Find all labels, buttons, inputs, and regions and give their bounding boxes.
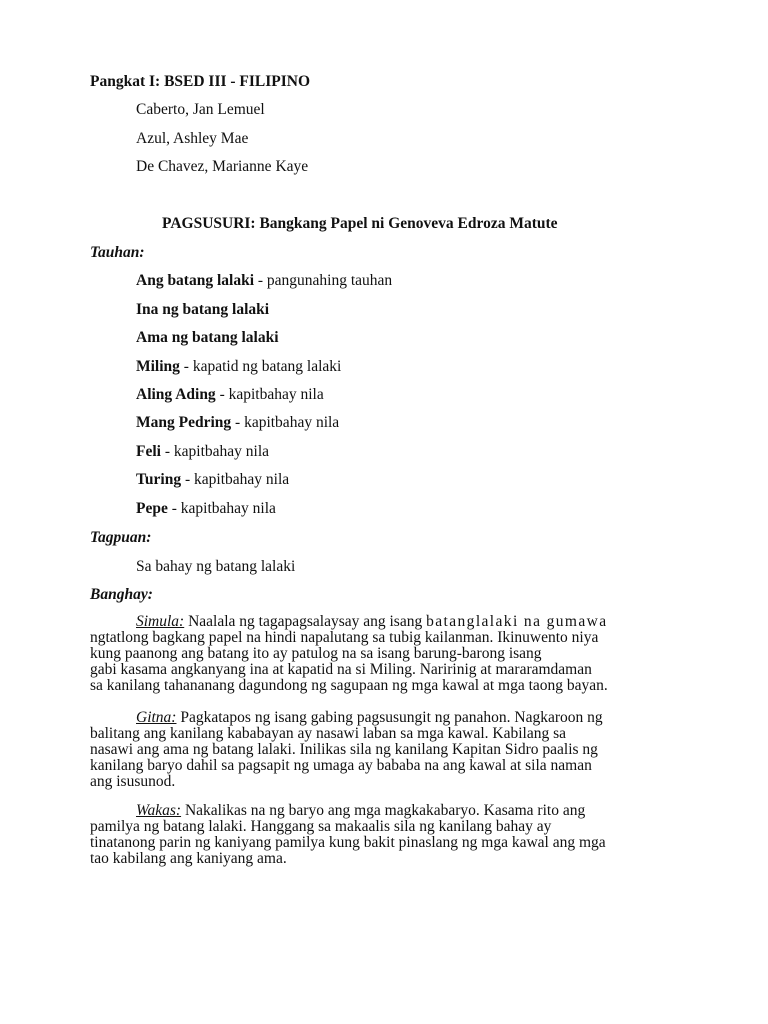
wakas-line: pamilya ng batang lalaki. Hanggang sa makaalis sila ng kanilang bahay ay bbox=[90, 818, 552, 835]
simula-line: sa kanilang tahananang dagundong ng sagupaan ng mga kawal at mga taong bayan. bbox=[90, 677, 608, 694]
tauhan-name: Turing bbox=[136, 471, 182, 488]
tauhan-name: Feli bbox=[136, 443, 161, 460]
tauhan-item bbox=[136, 329, 279, 347]
simula-line: kung paanong ang batang ito ay patulog na sa isang barung-barong isang bbox=[90, 645, 542, 662]
tauhan-desc: - kapitbahay nila bbox=[167, 500, 276, 517]
banghay-heading: Banghay: bbox=[90, 586, 153, 603]
document-title: PAGSUSURI: Bangkang Papel ni Genoveva Edroza Matute bbox=[162, 215, 558, 232]
simula-line: ngtatlong bagkang papel na hindi napalutang sa tubig kailanman. Ikinuwento niya bbox=[90, 629, 599, 646]
tauhan-name: Aling Ading bbox=[136, 386, 216, 403]
member-3: De Chavez, Marianne Kaye bbox=[136, 158, 309, 175]
member-1: Caberto, Jan Lemuel bbox=[136, 101, 265, 118]
tauhan-name: Pepe bbox=[136, 500, 168, 517]
wakas-line: tinatanong parin ng kaniyang pamilya kung bakit pinaslang ng mga kawal ang mga bbox=[90, 834, 606, 851]
gitna-line: balitang ang kanilang kababayan ay nasawi laban sa mga kawal. Kabilang sa bbox=[90, 725, 567, 742]
tauhan-item bbox=[136, 358, 341, 376]
simula-label: Simula: bbox=[136, 613, 185, 630]
tauhan-item bbox=[136, 500, 276, 518]
tauhan-item bbox=[136, 386, 324, 404]
tauhan-item bbox=[136, 443, 269, 461]
gitna-paragraph bbox=[90, 710, 710, 790]
tagpuan-text: Sa bahay ng batang lalaki bbox=[136, 558, 296, 575]
tauhan-desc: - kapitbahay nila bbox=[181, 471, 290, 488]
tauhan-item bbox=[136, 272, 392, 290]
tauhan-item bbox=[136, 471, 289, 489]
tauhan-name: Ang batang lalaki bbox=[136, 272, 255, 289]
gitna-line: kanilang baryo dahil sa pagsapit ng umaga ay bababa na ang kawal at sila naman bbox=[90, 757, 592, 774]
gitna-line: ang isusunod. bbox=[90, 773, 176, 790]
tauhan-item bbox=[136, 301, 269, 319]
member-2: Azul, Ashley Mae bbox=[136, 130, 249, 147]
tauhan-heading: Tauhan: bbox=[90, 244, 145, 261]
gitna-label: Gitna: bbox=[136, 709, 177, 726]
wakas-line: tao kabilang ang kaniyang ama. bbox=[90, 850, 287, 867]
simula-paragraph bbox=[90, 614, 710, 694]
tauhan-desc: - kapitbahay nila bbox=[215, 386, 324, 403]
tauhan-name: Mang Pedring bbox=[136, 414, 232, 431]
tauhan-name: Ama ng batang lalaki bbox=[136, 329, 279, 346]
tauhan-desc: - kapatid ng batang lalaki bbox=[179, 358, 342, 375]
gitna-first-text: Pagkatapos ng isang gabing pagsusungit ng panahon. Nagkaroon ng bbox=[176, 709, 603, 726]
wakas-first-text: Nakalikas na ng baryo ang mga magkakabaryo. Kasama rito ang bbox=[181, 802, 586, 819]
wakas-label: Wakas: bbox=[136, 802, 182, 819]
group-label: Pangkat I: BSED III - FILIPINO bbox=[90, 73, 311, 90]
tauhan-item bbox=[136, 414, 339, 432]
tauhan-name: Ina ng batang lalaki bbox=[136, 301, 270, 318]
tagpuan-heading: Tagpuan: bbox=[90, 529, 152, 546]
gitna-line: nasawi ang ama ng batang lalaki. Inilikas sila ng kanilang Kapitan Sidro paalis ng bbox=[90, 741, 598, 758]
simula-first-text: Naalala ng tagapagsalaysay ang isang bbox=[184, 613, 427, 630]
simula-line: gabi kasama angkanyang ina at kapatid na si Miling. Naririnig at mararamdaman bbox=[90, 661, 592, 678]
wakas-paragraph bbox=[90, 803, 710, 867]
tauhan-name: Miling bbox=[136, 358, 180, 375]
tauhan-desc: - kapitbahay nila bbox=[160, 443, 269, 460]
tauhan-desc: - pangunahing tauhan bbox=[254, 272, 393, 289]
tauhan-desc: - kapitbahay nila bbox=[231, 414, 340, 431]
simula-first-text-spaced: batanglalaki na gumawa bbox=[426, 613, 608, 630]
